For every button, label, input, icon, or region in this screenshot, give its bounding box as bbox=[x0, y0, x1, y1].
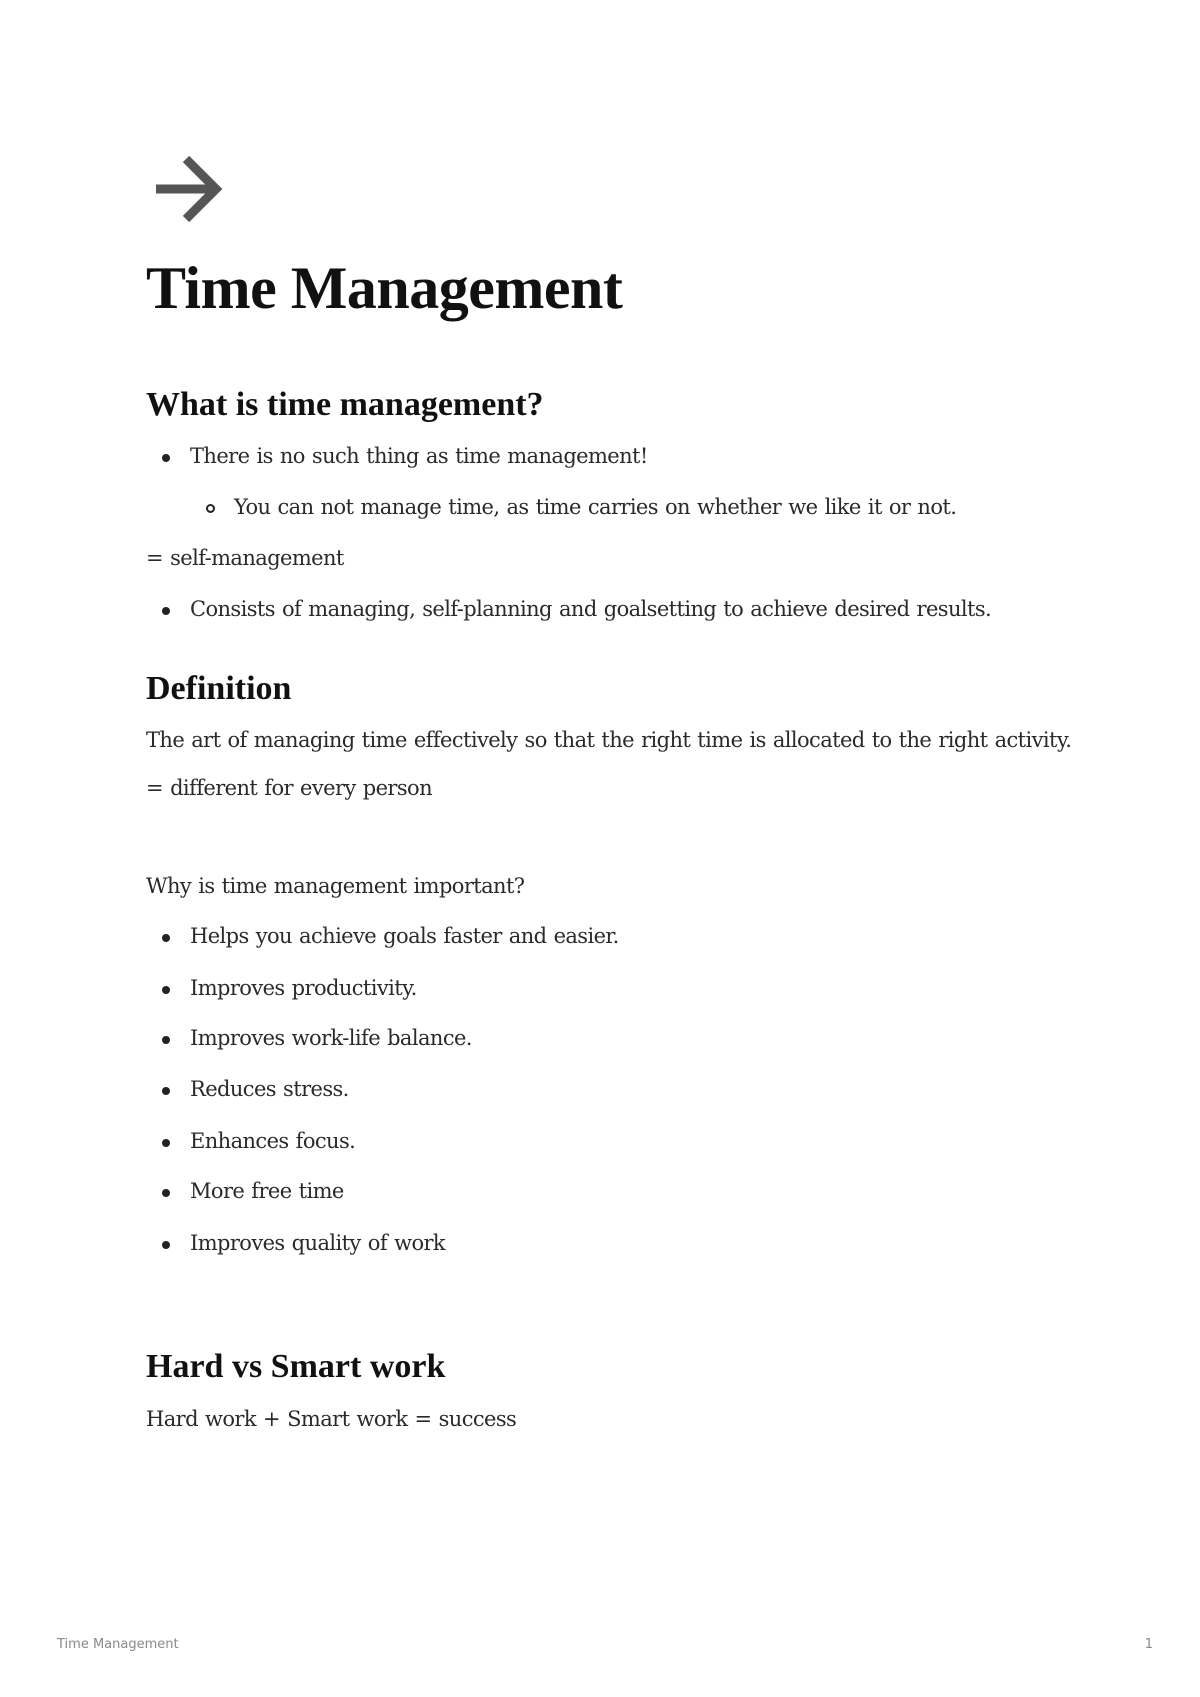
heading-hard-vs-smart-work: Hard vs Smart work bbox=[146, 1348, 446, 1385]
list-item-text: Helps you achieve goals faster and easier. bbox=[190, 924, 619, 948]
arrow-right-icon bbox=[152, 152, 226, 226]
why-important-question: Why is time management important? bbox=[146, 874, 525, 898]
bullet-icon bbox=[162, 934, 170, 942]
list-item-text: Reduces stress. bbox=[190, 1077, 349, 1101]
hollow-bullet-icon bbox=[206, 504, 215, 513]
bullet-icon bbox=[162, 1189, 170, 1197]
bullet-icon bbox=[162, 986, 170, 994]
self-management-line: = self-management bbox=[146, 546, 344, 570]
footer-page-number: 1 bbox=[1144, 1637, 1153, 1652]
bullet-icon bbox=[162, 1241, 170, 1249]
list-item-text: There is no such thing as time management! bbox=[190, 444, 648, 468]
list-item-text: Enhances focus. bbox=[190, 1129, 356, 1153]
footer-document-title: Time Management bbox=[57, 1637, 179, 1652]
definition-equals-line: = different for every person bbox=[146, 776, 432, 800]
heading-what-is-time-management: What is time management? bbox=[146, 386, 544, 423]
list-item-text: Improves quality of work bbox=[190, 1231, 446, 1255]
page-title: Time Management bbox=[146, 255, 623, 321]
bullet-icon bbox=[162, 1139, 170, 1147]
definition-text: The art of managing time effectively so that the right time is allocated to the right activity. bbox=[146, 728, 1072, 752]
list-item-text: Improves productivity. bbox=[190, 976, 417, 1000]
heading-definition: Definition bbox=[146, 670, 292, 707]
bullet-icon bbox=[162, 454, 170, 462]
list-item-text: More free time bbox=[190, 1179, 344, 1203]
list-item-text: Consists of managing, self-planning and goalsetting to achieve desired results. bbox=[190, 597, 992, 621]
bullet-icon bbox=[162, 1036, 170, 1044]
list-item-text: You can not manage time, as time carries on whether we like it or not. bbox=[234, 495, 957, 519]
bullet-icon bbox=[162, 607, 170, 615]
list-item-text: Improves work-life balance. bbox=[190, 1026, 472, 1050]
bullet-icon bbox=[162, 1087, 170, 1095]
hard-smart-formula: Hard work + Smart work = success bbox=[146, 1407, 517, 1431]
